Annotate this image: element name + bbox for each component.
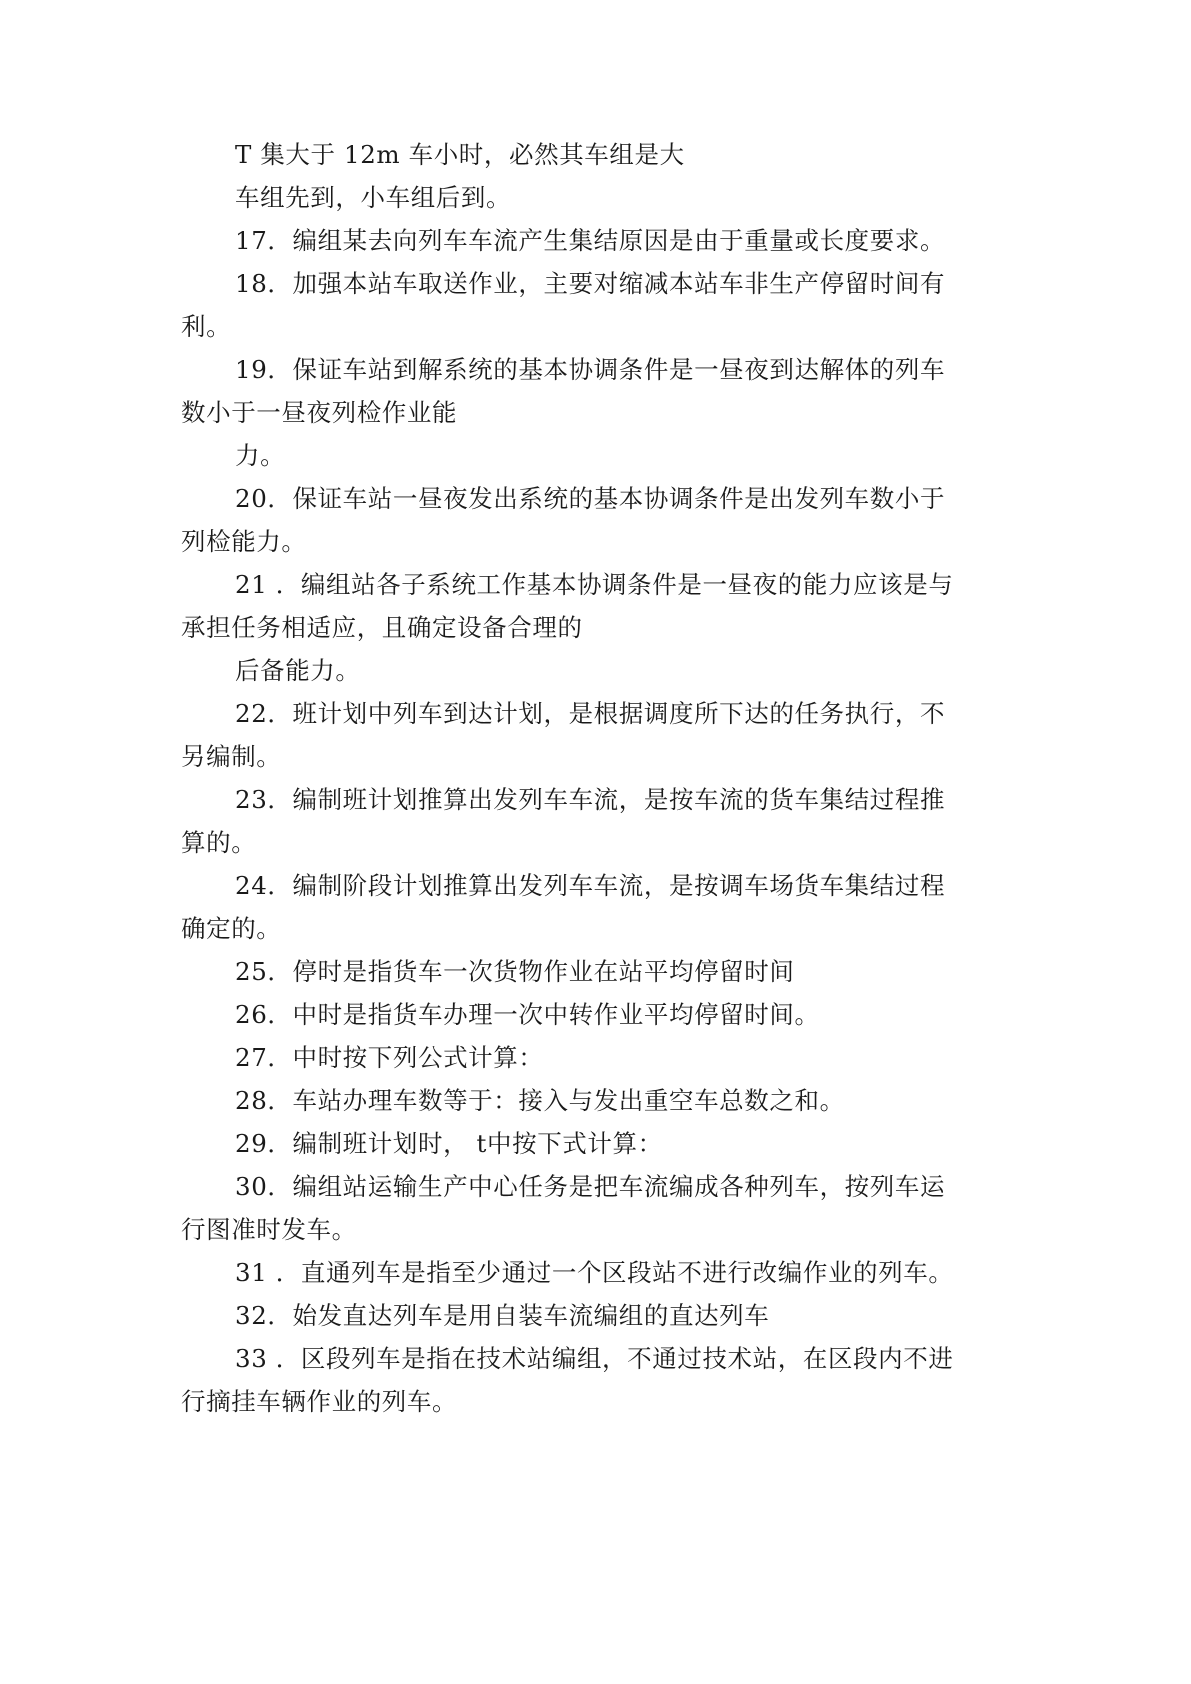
text-line: 26．中时是指货车办理一次中转作业平均停留时间。 [235, 1000, 820, 1029]
text-line: 车组先到，小车组后到。 [235, 183, 512, 212]
text-line: 19．保证车站到解系统的基本协调条件是一昼夜到达解体的列车 [235, 355, 946, 384]
text-line: 承担任务相适应，且确定设备合理的 [181, 613, 583, 642]
text-line: 22．班计划中列车到达计划，是根据调度所下达的任务执行，不 [235, 699, 946, 728]
text-line: 行图准时发车。 [181, 1215, 357, 1244]
text-line: 23．编制班计划推算出发列车车流，是按车流的货车集结过程推 [235, 785, 946, 814]
text-line: T 集大于 12m 车小时，必然其车组是大 [235, 140, 685, 169]
text-line: 25．停时是指货车一次货物作业在站平均停留时间 [235, 957, 795, 986]
text-line: 29．编制班计划时， t中按下式计算： [235, 1129, 663, 1158]
text-line: 18．加强本站车取送作业，主要对缩减本站车非生产停留时间有 [235, 269, 946, 298]
text-line: 17．编组某去向列车车流产生集结原因是由于重量或长度要求。 [235, 226, 946, 255]
text-line: 30．编组站运输生产中心任务是把车流编成各种列车，按列车运 [235, 1172, 946, 1201]
text-line: 28．车站办理车数等于：接入与发出重空车总数之和。 [235, 1086, 845, 1115]
text-line: 利。 [181, 312, 232, 341]
text-line: 算的。 [181, 828, 257, 857]
text-line: 32．始发直达列车是用自装车流编组的直达列车 [235, 1301, 770, 1330]
text-line: 另编制。 [181, 742, 282, 771]
text-line: 后备能力。 [235, 656, 361, 685]
text-line: 24．编制阶段计划推算出发列车车流，是按调车场货车集结过程 [235, 871, 946, 900]
text-line: 数小于一昼夜列检作业能 [181, 398, 458, 427]
text-line: 21 ．编组站各子系统工作基本协调条件是一昼夜的能力应该是与 [235, 570, 954, 599]
text-line: 33 ．区段列车是指在技术站编组，不通过技术站，在区段内不进 [235, 1344, 954, 1373]
text-line: 行摘挂车辆作业的列车。 [181, 1387, 458, 1416]
text-line: 确定的。 [181, 914, 282, 943]
text-line: 27．中时按下列公式计算： [235, 1043, 544, 1072]
text-line: 列检能力。 [181, 527, 307, 556]
text-line: 20．保证车站一昼夜发出系统的基本协调条件是出发列车数小于 [235, 484, 946, 513]
text-line: 力。 [235, 441, 286, 470]
text-line: 31 ．直通列车是指至少通过一个区段站不进行改编作业的列车。 [235, 1258, 954, 1287]
